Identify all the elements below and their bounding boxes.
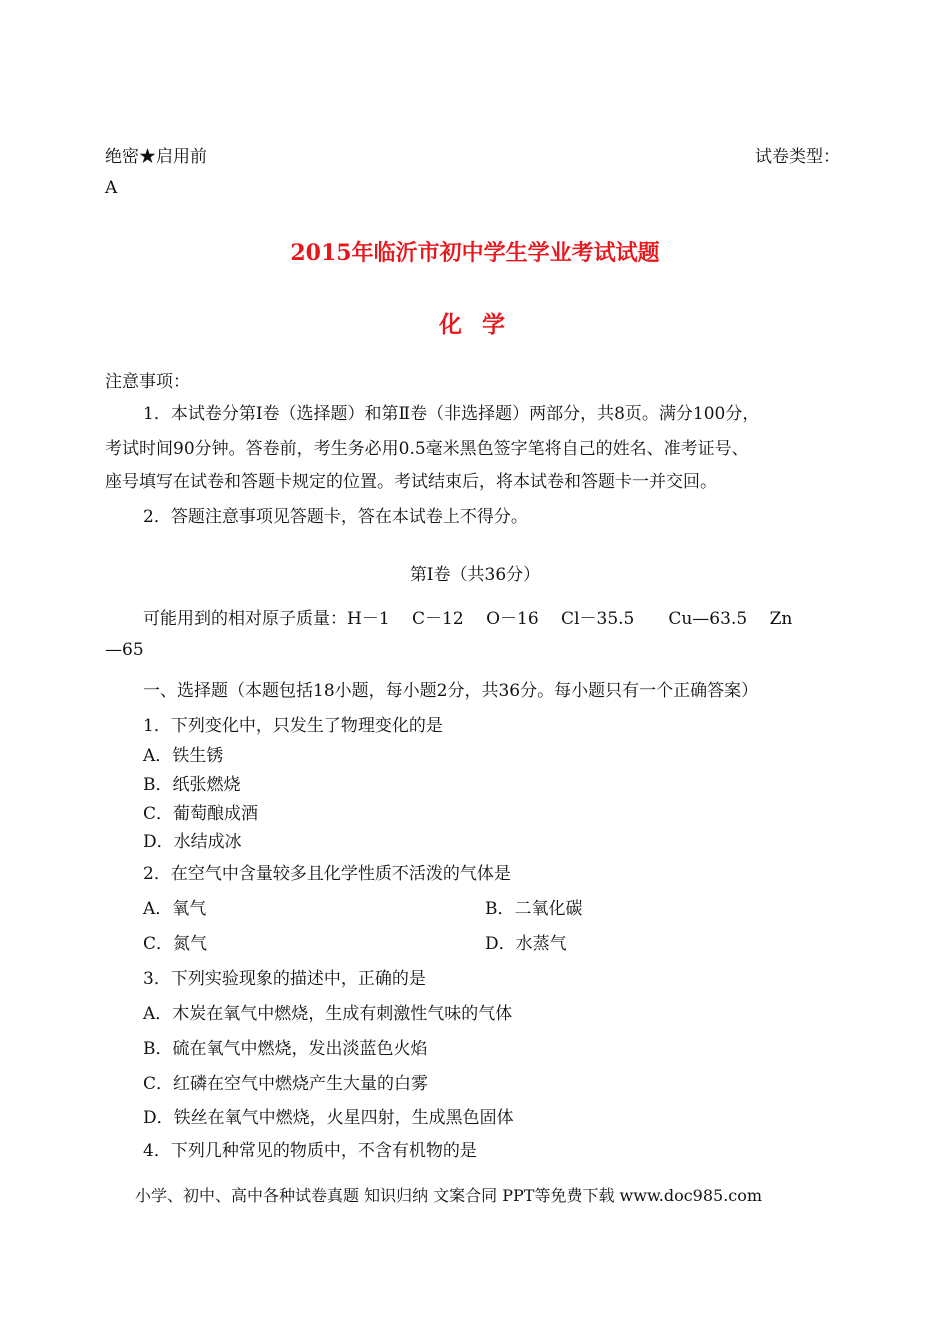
header-secret: 绝密★启用前 [105, 147, 207, 167]
section1-title: 第Ⅰ卷（共36分） [409, 565, 541, 585]
subject-title: 化 学 [438, 311, 511, 338]
notes-item1-line2: 考试时间90分钟。答卷前，考生务必用0.5毫米黑色签字笔将自己的姓名、准考证号、 [105, 439, 749, 459]
exam-title: 2015年临沂市初中学生学业考试试题 [290, 240, 660, 266]
q3-option-c: C．红磷在空气中燃烧产生大量的白雾 [143, 1074, 429, 1094]
q2-option-c: C．氮气 [143, 934, 208, 954]
q3-option-b: B．硫在氧气中燃烧，发出淡蓝色火焰 [143, 1039, 428, 1059]
notes-item1-line3: 座号填写在试卷和答题卡规定的位置。考试结束后，将本试卷和答题卡一并交回。 [105, 472, 717, 492]
section1-instructions: 一、选择题（本题包括18小题，每小题2分，共36分。每小题只有一个正确答案） [143, 681, 759, 701]
page-footer: 小学、初中、高中各种试卷真题 知识归纳 文案合同 PPT等免费下载 www.doc985.com [135, 1186, 763, 1205]
q1-option-b: B．纸张燃烧 [143, 775, 241, 795]
atomic-mass-line1: 可能用到的相对原子质量：H－1 C－12 O－16 Cl－35.5 Cu—63.5 Zn [143, 609, 793, 629]
q1-option-c: C．葡萄酿成酒 [143, 804, 259, 824]
q1-option-d: D．水结成冰 [143, 832, 242, 852]
paper-type-value: A [105, 178, 118, 198]
q2-option-a: A．氧气 [143, 899, 207, 919]
q3-stem: 3．下列实验现象的描述中，正确的是 [143, 969, 426, 989]
q3-option-a: A．木炭在氧气中燃烧，生成有刺激性气味的气体 [143, 1004, 513, 1024]
notes-item1-line1: 1．本试卷分第Ⅰ卷（选择题）和第Ⅱ卷（非选择题）两部分，共8页。满分100分， [143, 404, 760, 424]
q3-option-d: D．铁丝在氧气中燃烧，火星四射，生成黑色固体 [143, 1108, 514, 1128]
q4-stem: 4．下列几种常见的物质中，不含有机物的是 [143, 1141, 477, 1161]
q2-option-d: D．水蒸气 [485, 934, 567, 954]
q2-stem: 2．在空气中含量较多且化学性质不活泼的气体是 [143, 864, 511, 884]
q2-option-b: B．二氧化碳 [485, 899, 583, 919]
q1-stem: 1．下列变化中，只发生了物理变化的是 [143, 716, 443, 736]
q1-option-a: A．铁生锈 [143, 746, 224, 766]
notes-item2: 2．答题注意事项见答题卡，答在本试卷上不得分。 [143, 507, 528, 527]
paper-type-label: 试卷类型： [755, 147, 840, 167]
notes-heading: 注意事项： [105, 372, 190, 392]
atomic-mass-line2: —65 [105, 640, 144, 660]
